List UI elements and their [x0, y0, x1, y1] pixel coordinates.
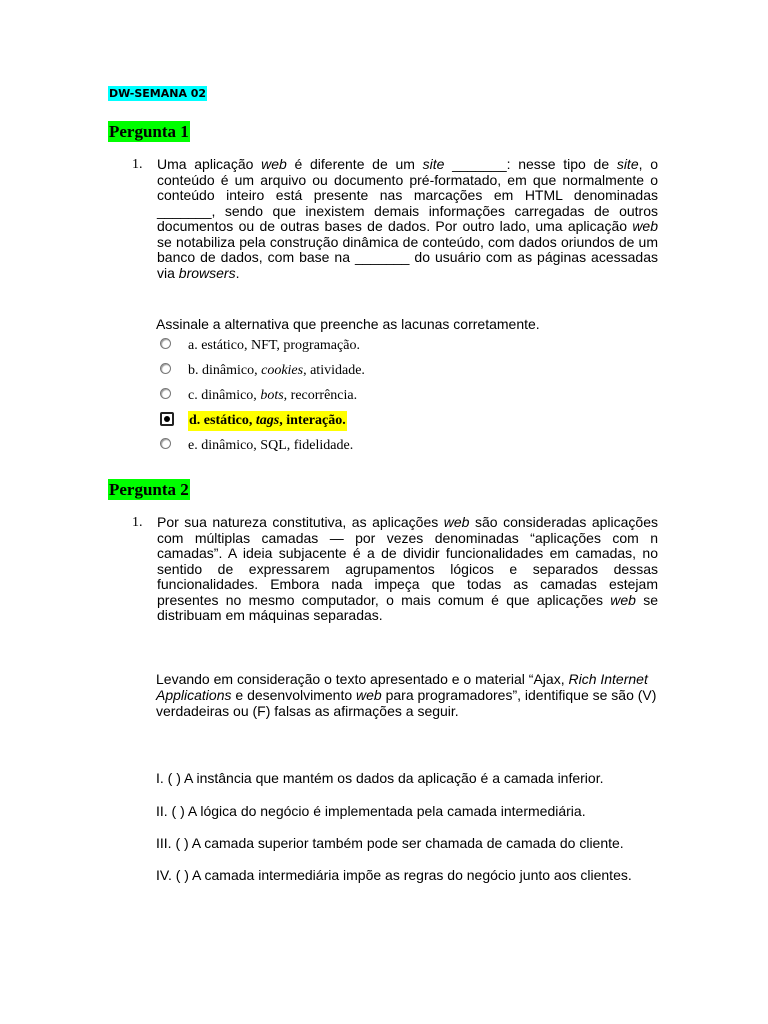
option-d-label: d. estático, tags, interação. [188, 411, 347, 431]
question-1-item [132, 157, 658, 281]
option-e[interactable] [160, 436, 540, 461]
radio-d-checked-icon[interactable] [160, 412, 174, 426]
question-2-context: Levando em consideração o texto apresentado e o material “Ajax, Rich Internet Applications e desenvolvimento web para programadores”, identifique se são (V) verdadeiras ou (F) falsas as afirmações a seguir. [156, 671, 657, 719]
radio-e-icon[interactable] [160, 438, 171, 449]
document-label: DW-SEMANA 02 [109, 87, 207, 100]
question-2-item [132, 515, 658, 624]
statement-3: III. ( ) A camada superior também pode ser chamada de camada do cliente. [156, 835, 624, 851]
option-a-label: a. estático, NFT, programação. [188, 338, 360, 353]
question-2-number: 1. [132, 515, 143, 530]
option-b[interactable] [160, 361, 540, 386]
radio-b-icon[interactable] [160, 363, 171, 374]
question-2-text: Por sua natureza constitutiva, as aplicações web são consideradas aplicações com múltiplas camadas — por vezes denominadas “aplicações com n camadas”. A ideia subjacente é a de dividir funcionalidades em camadas, no sentido de expressarem agrupamentos lógicos e separados dessas funcionalidades. Embora nada impeça que todas as camadas estejam presentes no mesmo computador, o mais comum é que aplicações web se distribuam em máquinas separadas. [157, 514, 659, 623]
question-1-heading: Pergunta 1 [109, 122, 189, 141]
option-d[interactable] [160, 411, 540, 436]
option-a[interactable] [160, 336, 540, 361]
option-e-label: e. dinâmico, SQL, fidelidade. [188, 438, 354, 453]
question-1-number: 1. [132, 157, 143, 172]
statement-1: I. ( ) A instância que mantém os dados da aplicação é a camada inferior. [156, 770, 604, 786]
option-b-label: b. dinâmico, cookies, atividade. [188, 363, 365, 378]
question-1-options [160, 336, 540, 461]
question-1-instruction: Assinale a alternativa que preenche as lacunas corretamente. [156, 316, 540, 332]
question-1-text: Uma aplicação web é diferente de um site _______: nesse tipo de site, o conteúdo é um arquivo ou documento pré-formatado, em que normalmente o conteúdo inteiro está presente nas marcações em HTML denominadas _______, sendo que inexistem demais informações carregadas de outros documentos ou de outras bases de dados. Por outro lado, uma aplicação web se notabiliza pela construção dinâmica de conteúdo, com dados oriundos de um banco de dados, com base na _______ do usuário com as páginas acessadas via browsers. [157, 156, 658, 281]
option-c-label: c. dinâmico, bots, recorrência. [188, 388, 358, 403]
option-c[interactable] [160, 386, 540, 411]
statement-4: IV. ( ) A camada intermediária impõe as regras do negócio junto aos clientes. [156, 867, 632, 883]
question-2-heading: Pergunta 2 [109, 480, 189, 499]
radio-c-icon[interactable] [160, 388, 171, 399]
statement-2: II. ( ) A lógica do negócio é implementada pela camada intermediária. [156, 803, 586, 819]
radio-a-icon[interactable] [160, 338, 171, 349]
